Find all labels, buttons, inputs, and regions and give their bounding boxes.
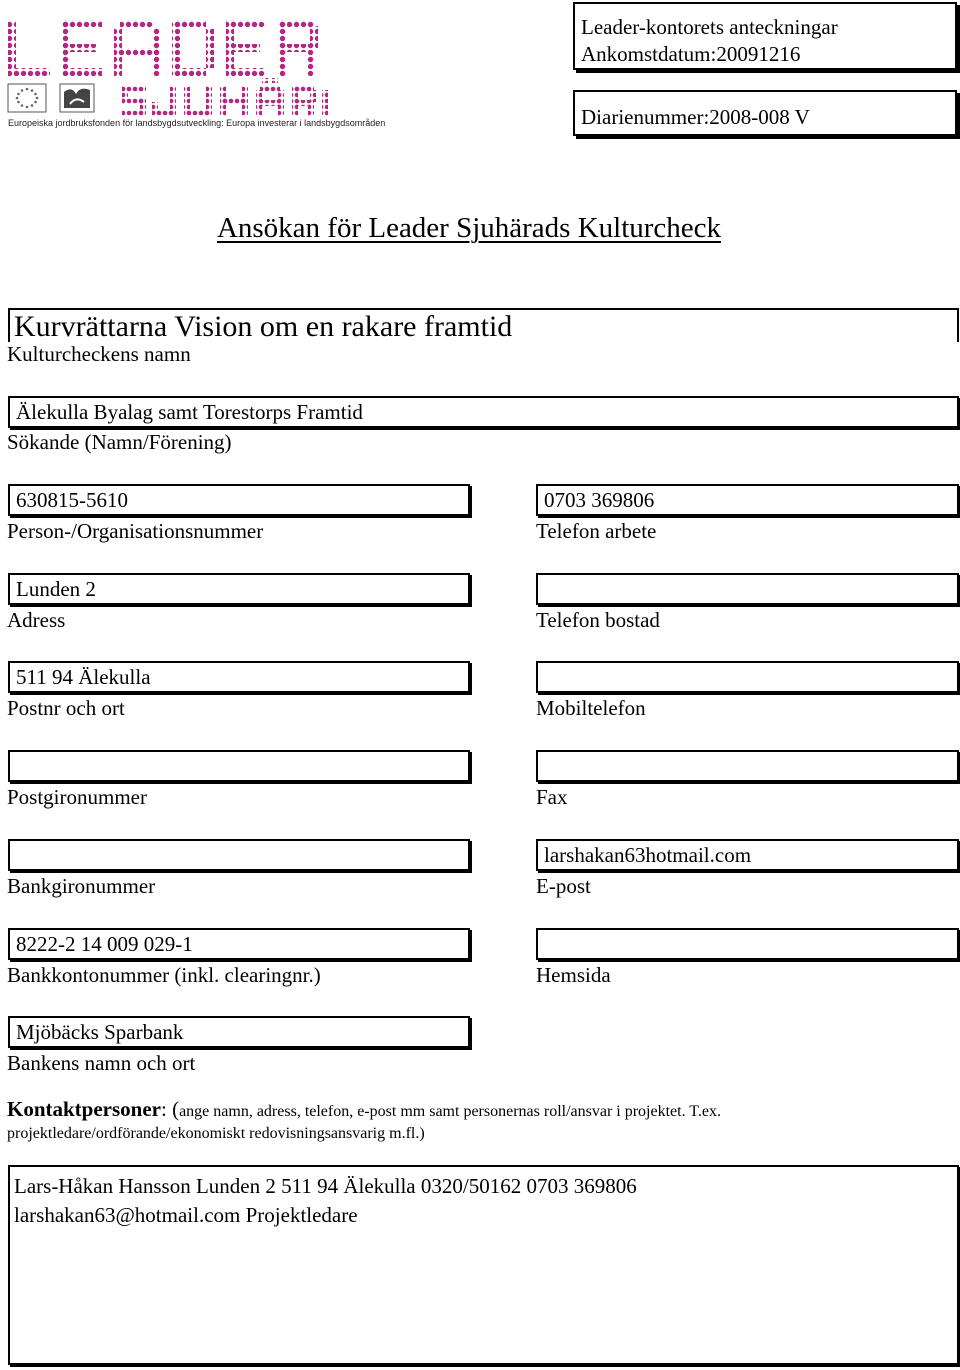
- arrival-date: Ankomstdatum:20091216: [581, 42, 801, 66]
- page-title: Ansökan för Leader Sjuhärads Kulturcheck: [216, 212, 722, 244]
- contacts-instructions-2: projektledare/ordförande/ekonomiskt redovisningsansvarig m.fl.): [7, 1125, 425, 1142]
- project-name-label: Kulturcheckens namn: [7, 342, 191, 366]
- postal-field[interactable]: 511 94 Älekulla: [8, 661, 470, 693]
- bankgiro-label: Bankgironummer: [7, 874, 156, 898]
- fax-field[interactable]: [536, 750, 959, 782]
- bank-name-field[interactable]: Mjöbäcks Sparbank: [8, 1016, 470, 1048]
- address-field[interactable]: Lunden 2: [8, 573, 470, 605]
- website-label: Hemsida: [536, 963, 611, 987]
- fax-label: Fax: [536, 785, 568, 809]
- mobile-field[interactable]: [536, 661, 959, 693]
- leader-sjuharad-logo: [6, 14, 386, 134]
- phone-work-field[interactable]: 0703 369806: [536, 484, 959, 516]
- contacts-heading-colon: : (: [161, 1097, 180, 1121]
- logo-graphic: [6, 14, 346, 134]
- diary-number-box: [573, 90, 957, 136]
- bank-account-label: Bankkontonummer (inkl. clearingnr.): [7, 963, 321, 987]
- website-field[interactable]: [536, 928, 959, 960]
- phone-home-label: Telefon bostad: [536, 608, 660, 632]
- contacts-field[interactable]: [8, 1165, 959, 1365]
- email-field[interactable]: larshakan63hotmail.com: [536, 839, 959, 871]
- phone-home-field[interactable]: [536, 573, 959, 605]
- email-label: E-post: [536, 874, 591, 898]
- contacts-heading: Kontaktpersoner: [7, 1097, 161, 1121]
- project-name-field[interactable]: Kurvrättarna Vision om en rakare framtid: [14, 310, 513, 343]
- leader-emblem-icon: [60, 84, 94, 112]
- org-number-field[interactable]: 630815-5610: [8, 484, 470, 516]
- phone-work-label: Telefon arbete: [536, 519, 657, 543]
- postgiro-field[interactable]: [8, 750, 470, 782]
- bank-name-label: Bankens namn och ort: [7, 1051, 196, 1075]
- contacts-heading-line: [7, 1099, 721, 1120]
- contacts-line-2: larshakan63@hotmail.com Projektledare: [14, 1203, 358, 1227]
- applicant-label: Sökande (Namn/Förening): [7, 430, 232, 454]
- postgiro-label: Postgironummer: [7, 785, 147, 809]
- org-number-label: Person-/Organisationsnummer: [7, 519, 264, 543]
- office-notes-title: Leader-kontorets anteckningar: [581, 15, 838, 39]
- office-notes-box: [573, 2, 957, 70]
- contacts-line-1: Lars-Håkan Hansson Lunden 2 511 94 Älekulla 0320/50162 0703 369806: [14, 1174, 637, 1198]
- postal-label: Postnr och ort: [7, 696, 125, 720]
- applicant-field[interactable]: Älekulla Byalag samt Torestorps Framtid: [8, 396, 959, 428]
- bankgiro-field[interactable]: [8, 839, 470, 871]
- contacts-instructions-1: ange namn, adress, telefon, e-post mm samt personernas roll/ansvar i projektet. T.ex.: [179, 1103, 721, 1120]
- diary-number: Diarienummer:2008-008 V: [581, 105, 810, 129]
- logo-tagline: Europeiska jordbruksfonden för landsbygdsutveckling: Europa investerar i landsbygdsområden: [8, 118, 386, 128]
- mobile-label: Mobiltelefon: [536, 696, 646, 720]
- bank-account-field[interactable]: 8222-2 14 009 029-1: [8, 928, 470, 960]
- address-label: Adress: [7, 608, 66, 632]
- eu-flag-icon: [8, 84, 46, 112]
